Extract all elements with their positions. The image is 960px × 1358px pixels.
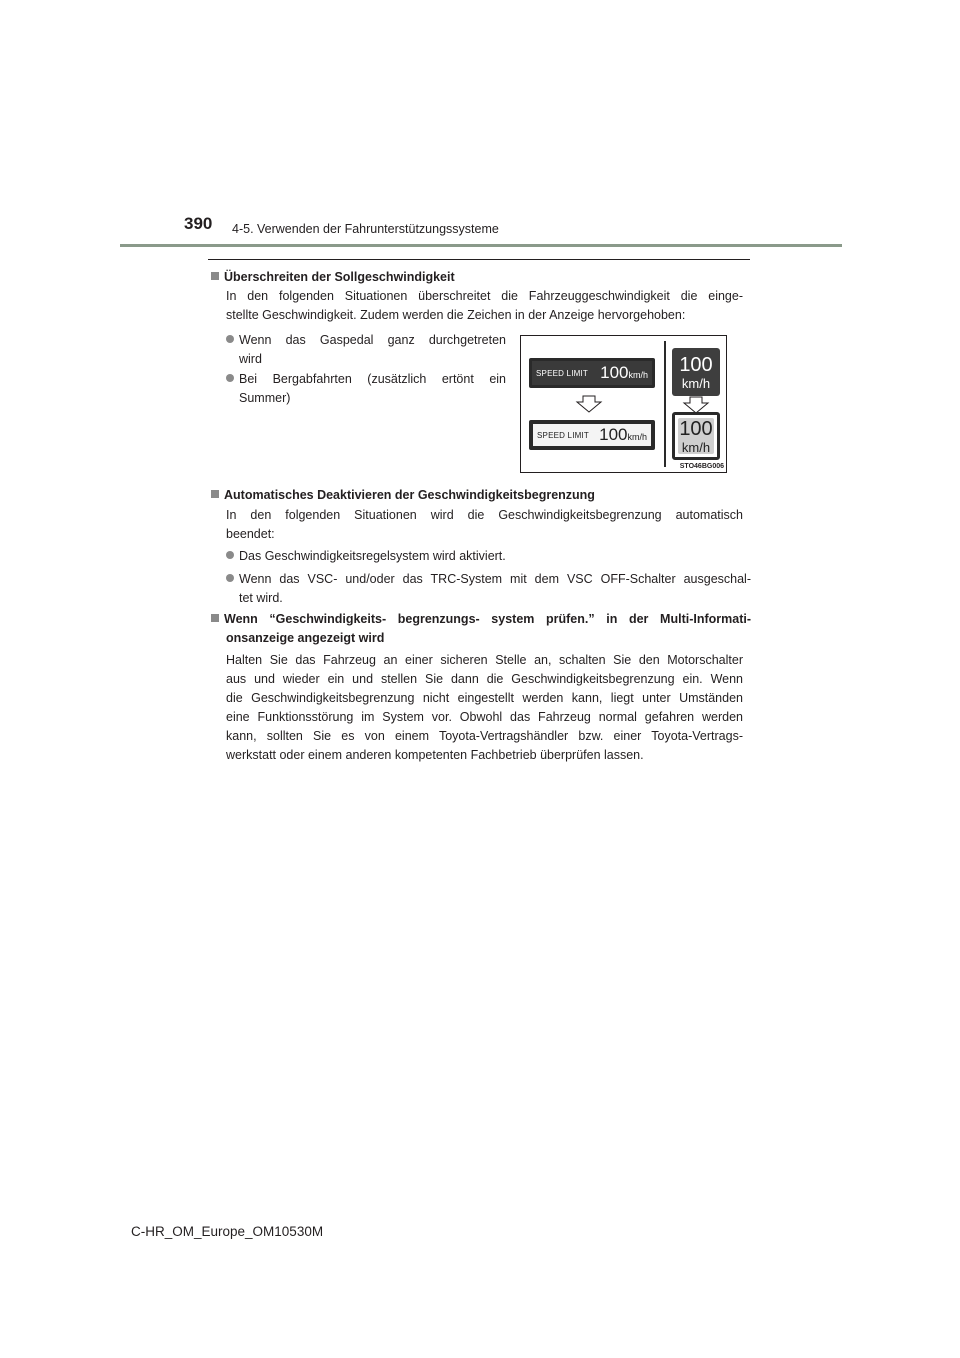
display-unit: km/h [627,432,647,442]
section-heading-speed-exceeded [211,268,751,287]
list-item [226,570,751,608]
chapter-title: 4-5. Verwenden der Fahrunterstützungssysteme [232,222,499,236]
display-label: SPEED LIMIT [536,368,588,378]
body-line: In den folgenden Situationen wird die Geschwindigkeitsbegrenzung automatisch [226,508,743,522]
bullet-icon [226,551,234,559]
tile-value: 100 [679,353,713,376]
bullet-text: Summer) [239,391,291,405]
bullet-text: Wenn das VSC- und/oder das TRC-System mit dem VSC OFF-Schalter ausgeschal- [239,572,751,586]
square-bullet-icon [211,490,219,498]
tile-unit: km/h [681,375,711,391]
body-line: eine Funktionsstörung im System vor. Obwohl das Fahrzeug normal gefahren werden [226,710,743,724]
list-item [226,370,506,408]
document-id: C-HR_OM_Europe_OM10530M [131,1224,324,1239]
body-line: stellte Geschwindigkeit. Zudem werden die Zeichen in der Anzeige hervorgehoben: [226,308,686,322]
display-value: 100 [599,425,628,444]
speed-tile-normal [672,348,720,396]
bullet-icon [226,374,234,382]
figure-divider [664,341,666,467]
heading-text: Automatisches Deaktivieren der Geschwindigkeitsbegrenzung [224,488,595,502]
section-heading-auto-deactivate [211,486,751,505]
bullet-text: tet wird. [239,591,283,605]
page-number: 390 [184,214,213,233]
section-divider [208,259,750,260]
speed-limit-display-highlighted [529,420,655,450]
speed-limit-display-normal [529,358,655,388]
list-item [226,331,506,369]
display-value: 100 [600,363,629,382]
section-body [226,287,743,325]
bullet-text: Das Geschwindigkeitsregelsystem wird aktiviert. [239,549,506,563]
section-body [226,506,743,544]
body-line: die Geschwindigkeitsbegrenzung nicht eingestellt werden kann, liegt unter Umständen [226,691,743,705]
tile-unit: km/h [681,439,711,455]
bullet-text: Bei Bergabfahrten (zusätzlich ertönt ein [239,372,506,386]
figure-code: STO46BG006 [679,463,724,470]
tile-value: 100 [679,417,713,440]
body-line: aus und wieder ein und stellen Sie dann die Geschwindigkeitsbegrenzung ein. Wenn [226,672,743,686]
list-item [226,547,751,566]
heading-text: Wenn “Geschwindigkeits- begrenzungs- system prüfen.” in der Multi-Informati- [224,612,751,626]
body-line: kann, sollten Sie es von einem Toyota-Vertragshändler bzw. einer Toyota-Vertrags- [226,729,743,743]
square-bullet-icon [211,614,219,622]
body-line: Halten Sie das Fahrzeug an einer sicheren Stelle an, schalten Sie den Motorschalter [226,653,743,667]
body-line: werkstatt oder einem anderen kompetenten Fachbetrieb überprüfen lassen. [226,748,644,762]
bullet-text: wird [239,352,262,366]
display-label: SPEED LIMIT [537,430,589,440]
square-bullet-icon [211,272,219,280]
display-unit: km/h [628,370,648,380]
body-line: In den folgenden Situationen überschreitet die Fahrzeuggeschwindigkeit die einge- [226,289,743,303]
heading-text: onsanzeige angezeigt wird [226,631,385,645]
header-divider [120,244,842,247]
section-heading-system-check [211,610,751,648]
bullet-text: Wenn das Gaspedal ganz durchgetreten [239,333,506,347]
bullet-icon [226,574,234,582]
section-body [226,651,743,765]
down-arrow-icon [575,395,603,413]
speed-tile-highlighted [672,412,720,460]
body-line: beendet: [226,527,275,541]
heading-text: Überschreiten der Sollgeschwindigkeit [224,270,455,284]
bullet-icon [226,335,234,343]
speed-limit-display-figure [520,335,727,473]
